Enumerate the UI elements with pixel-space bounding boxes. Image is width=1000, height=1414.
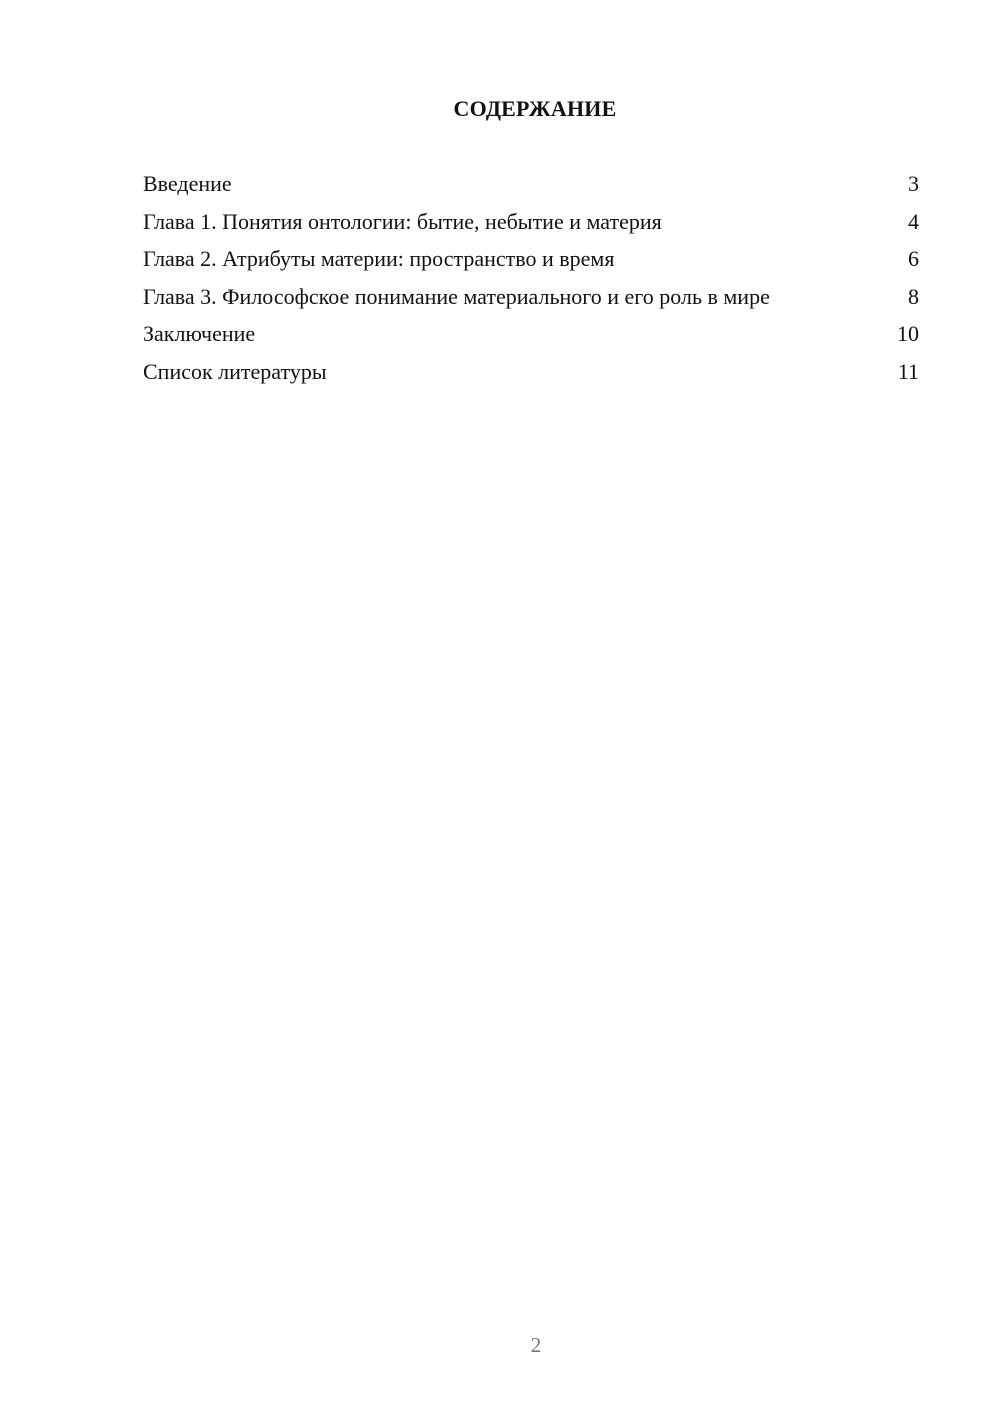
toc-item-page: 8	[908, 283, 919, 309]
toc-item-title: Глава 3. Философское понимание материального и его роль в мире	[143, 283, 770, 309]
page-title: СОДЕРЖАНИЕ	[453, 96, 617, 121]
toc-item	[143, 209, 919, 235]
page-number: 2	[530, 1333, 542, 1357]
toc-item-title: Глава 1. Понятия онтологии: бытие, небытие и материя	[143, 208, 662, 234]
toc-item	[143, 246, 919, 272]
toc-item-title: Введение	[143, 171, 232, 196]
toc-item-page: 6	[908, 246, 919, 271]
toc-item-page: 3	[908, 171, 919, 196]
toc-item-page: 4	[908, 208, 919, 234]
toc-item	[143, 284, 919, 310]
toc-item-title: Список литературы	[143, 358, 327, 384]
toc-item-title: Заключение	[143, 321, 256, 346]
toc-item	[143, 359, 919, 385]
toc-item-page: 10	[897, 321, 919, 346]
table-of-contents	[143, 171, 919, 396]
toc-item	[143, 321, 919, 347]
toc-item	[143, 171, 919, 197]
toc-item-page: 11	[897, 358, 919, 384]
toc-item-title: Глава 2. Атрибуты материи: пространство и время	[143, 246, 615, 271]
